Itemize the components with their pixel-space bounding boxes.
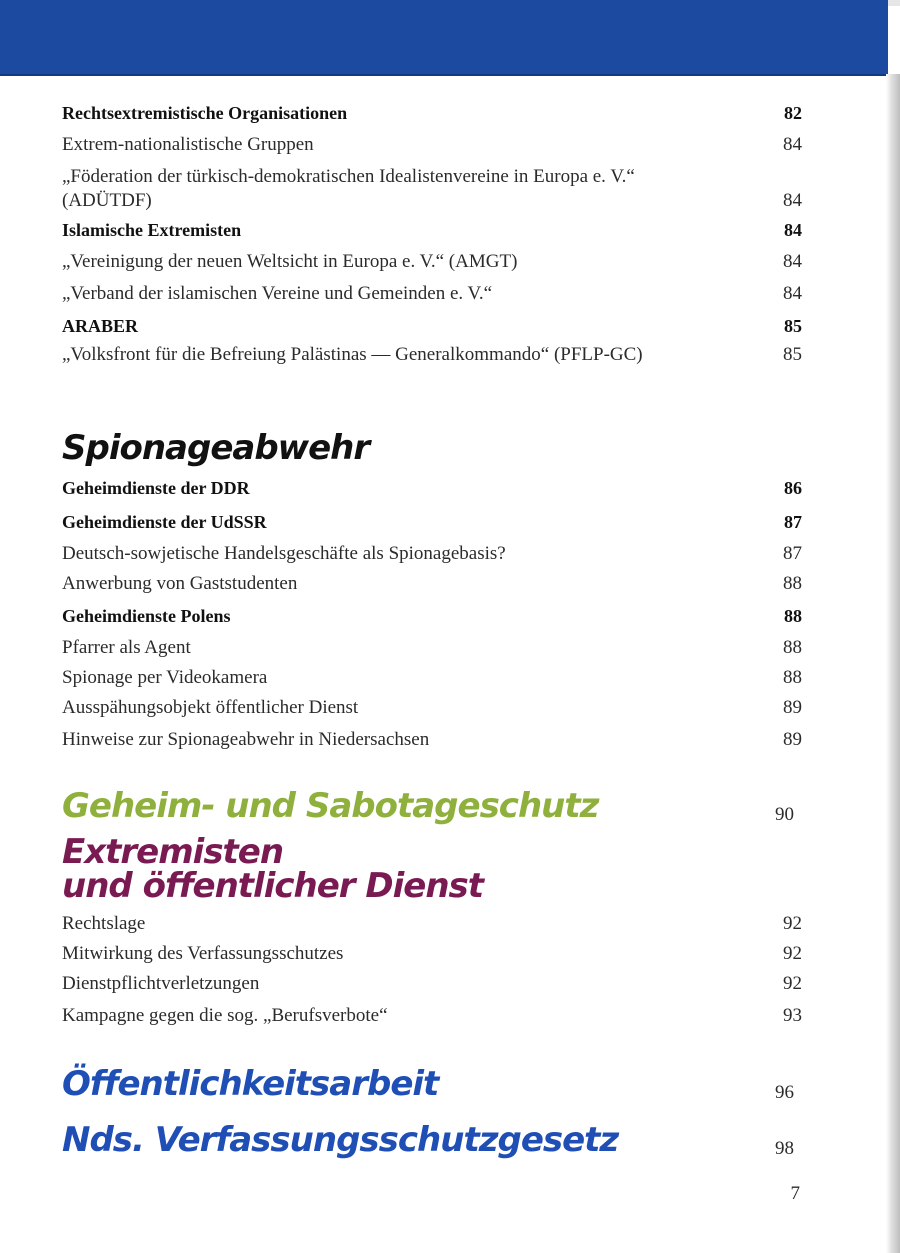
toc-entry-label: Deutsch-sowjetische Handelsgeschäfte als Spionagebasis?	[62, 543, 506, 564]
toc-entry-label: Spionage per Videokamera	[62, 667, 268, 688]
toc-entry	[62, 912, 802, 936]
toc-entry-page: 92	[783, 913, 802, 934]
toc-entry	[62, 476, 802, 500]
toc-entry-page: 84	[783, 251, 802, 272]
toc-entry-label: Extrem-nationalistische Gruppen	[62, 134, 314, 155]
toc-entry-label: „Verband der islamischen Vereine und Gemeinden e. V.“	[62, 283, 493, 304]
section-page-geheimschutz: 90	[775, 804, 794, 825]
toc-entry-page: 84	[784, 220, 802, 240]
toc-entry-label: Hinweise zur Spionageabwehr in Niedersachsen	[62, 729, 430, 750]
toc-entry-label: Geheimdienste der DDR	[62, 478, 250, 498]
toc-entry	[62, 572, 802, 596]
section-title-geheimschutz: Geheim- und Sabotageschutz	[62, 786, 599, 826]
toc-entry-page: 88	[784, 606, 802, 626]
toc-entry-label: Mitwirkung des Verfassungsschutzes	[62, 943, 344, 964]
toc-entry	[62, 218, 802, 242]
toc-entry	[62, 696, 802, 720]
toc-entry-label: Rechtsextremistische Organisationen	[62, 103, 348, 123]
toc-entry-label: Anwerbung von Gaststudenten	[62, 573, 298, 594]
toc-entry-label: „Vereinigung der neuen Weltsicht in Europa e. V.“ (AMGT)	[62, 251, 518, 272]
toc-entry-label: Ausspähungsobjekt öffentlicher Dienst	[62, 697, 359, 718]
toc-entry	[62, 1004, 802, 1028]
section-title-spionageabwehr: Spionageabwehr	[62, 428, 370, 468]
toc-entry-label: Kampagne gegen die sog. „Berufsverbote“	[62, 1005, 388, 1026]
toc-entry	[62, 636, 802, 660]
section-page-oeffentlichkeitsarbeit: 96	[775, 1082, 794, 1103]
toc-entry-page: 87	[784, 512, 802, 532]
toc-entry-page: 88	[783, 573, 802, 594]
toc-entry	[62, 728, 802, 752]
page-right-edge-shadow	[886, 74, 900, 1253]
toc-entry-label: ARABER	[62, 316, 139, 336]
toc-entry-page: 85	[784, 316, 802, 336]
toc-entry-page: 87	[783, 543, 802, 564]
toc-entry-label: Islamische Extremisten	[62, 220, 242, 240]
toc-entry-label: Rechtslage	[62, 913, 146, 934]
toc-entry	[62, 972, 802, 996]
toc-entry-label: Dienstpflichtverletzungen	[62, 973, 260, 994]
toc-entry-page: 84	[783, 134, 802, 155]
toc-entry-label: Geheimdienste Polens	[62, 606, 231, 626]
toc-entry-page: 92	[783, 943, 802, 964]
toc-entry	[62, 101, 802, 125]
section-title-extremisten-line1: Extremisten	[62, 832, 284, 872]
section-page-verfassungsschutzgesetz: 98	[775, 1138, 794, 1159]
toc-entry-page: 88	[783, 637, 802, 658]
toc-entry-label: Pfarrer als Agent	[62, 637, 191, 658]
section-title-oeffentlichkeitsarbeit: Öffentlichkeitsarbeit	[62, 1064, 439, 1104]
toc-entry-page: 84	[783, 190, 802, 211]
toc-entry-page: 86	[784, 478, 802, 498]
toc-entry	[62, 314, 802, 338]
toc-entry-label: „Volksfront für die Befreiung Palästinas — Generalkommando“ (PFLP-GC)	[62, 344, 643, 365]
toc-entry-page: 82	[784, 103, 802, 123]
toc-entry	[62, 133, 802, 157]
toc-entry	[62, 165, 802, 213]
toc-entry	[62, 510, 802, 534]
toc-entry-page: 93	[783, 1005, 802, 1026]
toc-entry	[62, 942, 802, 966]
toc-entry	[62, 343, 802, 367]
toc-entry-page: 92	[783, 973, 802, 994]
toc-entry-label: Geheimdienste der UdSSR	[62, 512, 267, 532]
toc-entry-page: 89	[783, 697, 802, 718]
toc-entry	[62, 604, 802, 628]
toc-entry-label: „Föderation der türkisch-demokratischen Idealistenvereine in Europa e. V.“ (ADÜTDF)	[62, 166, 635, 211]
toc-entry-page: 89	[783, 729, 802, 750]
toc-entry	[62, 542, 802, 566]
toc-entry-page: 88	[783, 667, 802, 688]
toc-entry-page: 85	[783, 344, 802, 365]
section-title-extremisten-line2: und öffentlicher Dienst	[62, 866, 484, 906]
page-number: 7	[790, 1183, 800, 1204]
header-color-bar	[0, 0, 888, 76]
toc-entry	[62, 250, 802, 274]
toc-entry	[62, 666, 802, 690]
toc-entry	[62, 282, 802, 306]
section-title-verfassungsschutzgesetz: Nds. Verfassungsschutzgesetz	[62, 1120, 619, 1160]
toc-entry-page: 84	[783, 283, 802, 304]
